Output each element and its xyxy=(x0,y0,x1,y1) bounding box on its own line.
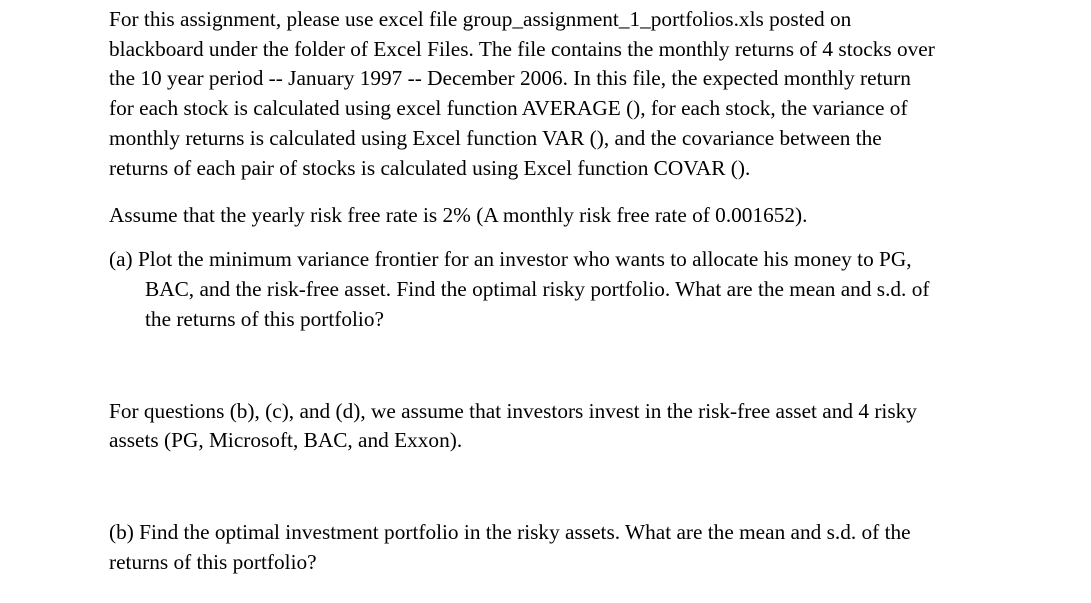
intro-line-5: monthly returns is calculated using Excel function VAR (), and the covariance between the xyxy=(109,126,882,150)
intro-line-3: the 10 year period -- January 1997 -- December 2006. In this file, the expected monthly return xyxy=(109,66,911,90)
question-a-line-3: the returns of this portfolio? xyxy=(145,307,384,331)
question-a-line-2: BAC, and the risk-free asset. Find the optimal risky portfolio. What are the mean and s.d. of xyxy=(145,277,930,301)
intro-line-1: For this assignment, please use excel file group_assignment_1_portfolios.xls posted on xyxy=(109,7,852,31)
question-b-line-2: returns of this portfolio? xyxy=(109,550,317,574)
intro-line-4: for each stock is calculated using excel function AVERAGE (), for each stock, the variance of xyxy=(109,96,908,120)
bcd-note-line-1: For questions (b), (c), and (d), we assume that investors invest in the risk-free asset and 4 risky xyxy=(109,399,917,423)
question-a-line-1: (a) Plot the minimum variance frontier for an investor who wants to allocate his money to PG, xyxy=(109,247,912,271)
intro-line-6: returns of each pair of stocks is calculated using Excel function COVAR (). xyxy=(109,156,751,180)
question-b-line-1: (b) Find the optimal investment portfolio in the risky assets. What are the mean and s.d. of the xyxy=(109,520,911,544)
bcd-note-line-2: assets (PG, Microsoft, BAC, and Exxon). xyxy=(109,428,463,452)
assumption-paragraph: Assume that the yearly risk free rate is 2% (A monthly risk free rate of 0.001652). xyxy=(109,203,808,227)
intro-line-2: blackboard under the folder of Excel Files. The file contains the monthly returns of 4 stocks over xyxy=(109,37,935,61)
